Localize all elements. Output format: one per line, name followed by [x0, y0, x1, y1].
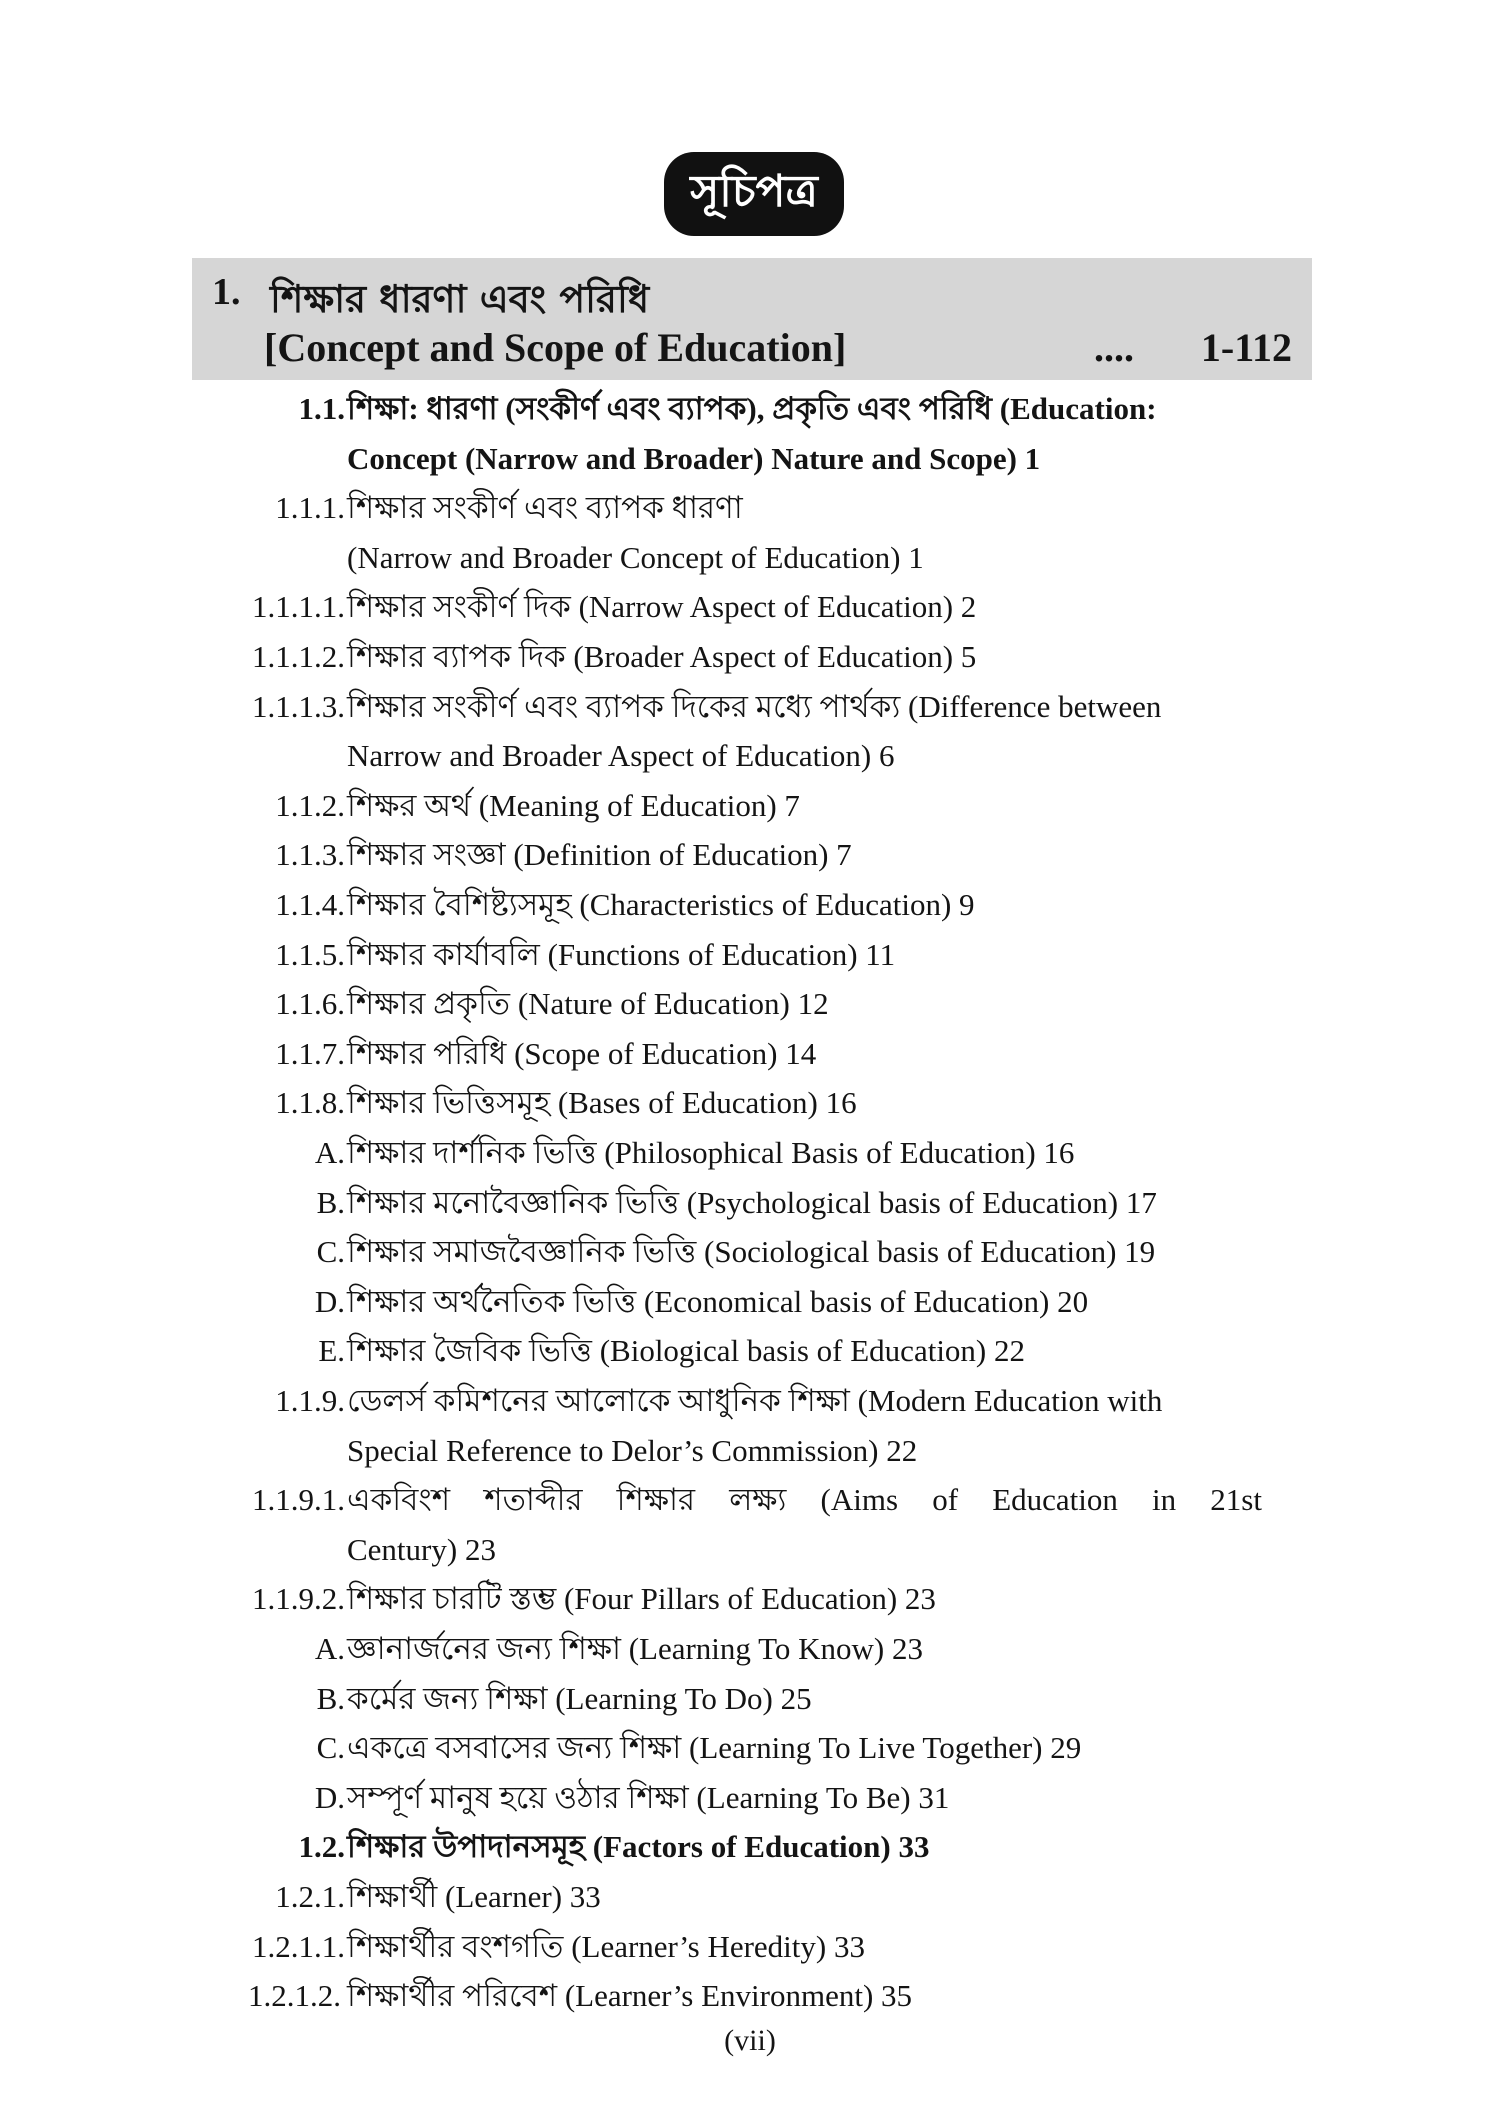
toc-entry-text: শিক্ষার দার্শনিক ভিত্তি (Philosophical Basis of Education) 16 [347, 1135, 1075, 1170]
toc-entry-text: সম্পূর্ণ মানুষ হয়ে ওঠার শিক্ষা (Learning To Be) 31 [347, 1779, 950, 1815]
toc-entry [0, 1626, 1500, 1672]
toc-entry-text: শিক্ষার ভিত্তিসমূহ (Bases of Education) 16 [347, 1085, 857, 1121]
toc-entry-text: শিক্ষার্থীর বংশগতি (Learner’s Heredity) 33 [347, 1928, 865, 1964]
toc-entry-number: 1.1.6. [275, 986, 345, 1022]
chapter-heading [192, 258, 1312, 380]
toc-entry-number: 1.1.2. [275, 787, 345, 823]
toc-entry [0, 386, 1500, 432]
toc-entry-number: 1.2.1.2. [248, 1978, 341, 2014]
toc-entry-text: শিক্ষর অর্থ (Meaning of Education) 7 [347, 787, 800, 823]
toc-entry-text: Century) 23 [347, 1531, 496, 1567]
toc-entry-number: 1.1.1.2. [252, 639, 345, 674]
toc-entry-text: Narrow and Broader Aspect of Education) 6 [347, 738, 895, 774]
toc-entry-number: 1.1.9.1. [252, 1482, 345, 1518]
toc-entry-text: (Narrow and Broader Concept of Education) 1 [347, 539, 924, 575]
toc-entry [0, 1924, 1500, 1970]
toc-entry [0, 436, 1500, 482]
toc-entry-text: শিক্ষার চারটি স্তম্ভ (Four Pillars of Education) 23 [347, 1581, 936, 1617]
toc-entry [0, 1328, 1500, 1374]
toc-entry-text: একত্রে বসবাসের জন্য শিক্ষা (Learning To Live Together) 29 [347, 1730, 1082, 1766]
toc-entry [0, 1130, 1500, 1176]
toc-entry [0, 1031, 1500, 1077]
toc-entry-text: শিক্ষার মনোবৈজ্ঞানিক ভিত্তি (Psychological basis of Education) 17 [347, 1184, 1157, 1220]
toc-entry-number: C. [316, 1730, 345, 1766]
toc-entry-number: A. [314, 1631, 345, 1666]
toc-entry-text: শিক্ষার সংজ্ঞা (Definition of Education) 7 [347, 837, 852, 873]
toc-entry-number: B. [316, 1680, 345, 1716]
toc-entry-text: শিক্ষার কার্যাবলি (Functions of Education) 11 [347, 936, 896, 972]
toc-entry-number: A. [314, 1135, 345, 1170]
toc-entry [0, 485, 1500, 531]
toc-entry-text: শিক্ষার বৈশিষ্ট্যসমূহ (Characteristics of Education) 9 [347, 887, 975, 922]
toc-entry-number: 1.1.5. [275, 936, 345, 972]
toc-entry-text: Concept (Narrow and Broader) Nature and Scope) 1 [347, 440, 1041, 476]
toc-entry-number: 1.1.9. [275, 1383, 345, 1418]
toc-entry-number: 1.2.1.1. [252, 1928, 345, 1964]
toc-entry-text: শিক্ষার জৈবিক ভিত্তি (Biological basis of Education) 22 [347, 1333, 1026, 1369]
toc-entry-number: D. [314, 1283, 345, 1319]
toc-entry [0, 535, 1500, 581]
toc-entry [0, 1725, 1500, 1771]
toc-entry-number: D. [314, 1779, 345, 1815]
toc-entry-number: 1.2.1. [275, 1879, 345, 1914]
toc-entry-number: 1.1.1. [275, 490, 345, 526]
chapter-number: 1. [212, 271, 241, 313]
toc-entry [0, 1378, 1500, 1424]
toc-entry [0, 1279, 1500, 1325]
toc-entry [0, 932, 1500, 978]
page-number: (vii) [724, 2024, 776, 2057]
toc-entry-text: শিক্ষার্থীর পরিবেশ (Learner’s Environment) 35 [347, 1978, 913, 2014]
toc-entry-text: শিক্ষার উপাদানসমূহ (Factors of Education) 33 [347, 1829, 930, 1865]
toc-entry [0, 1874, 1500, 1920]
toc-entry-number: 1.1.8. [275, 1085, 345, 1121]
toc-entry-text: জ্ঞানার্জনের জন্য শিক্ষা (Learning To Know) 23 [347, 1631, 923, 1666]
toc-entry-text: শিক্ষার সংকীর্ণ এবং ব্যাপক ধারণা [347, 490, 743, 526]
toc-entry-text: একবিংশ শতাব্দীর শিক্ষার লক্ষ্য (Aims of Education in 21st [347, 1482, 1262, 1518]
chapter-leader-dots: .... [1094, 325, 1134, 370]
toc-entry [0, 1180, 1500, 1226]
toc-entry-text: শিক্ষার সংকীর্ণ দিক (Narrow Aspect of Education) 2 [347, 589, 977, 625]
chapter-title-bn: শিক্ষার ধারণা এবং পরিধি [270, 277, 650, 321]
toc-entry-number: 1.1.7. [275, 1035, 345, 1071]
toc-entry [0, 832, 1500, 878]
toc-entry-text: শিক্ষার সমাজবৈজ্ঞানিক ভিত্তি (Sociological basis of Education) 19 [347, 1234, 1156, 1270]
toc-entry-number: 1.1. [298, 391, 345, 426]
toc-entry [0, 1477, 1500, 1523]
chapter-title-en: [Concept and Scope of Education] [264, 325, 847, 370]
toc-entry-text: ডেলর্স কমিশনের আলোকে আধুনিক শিক্ষা (Modern Education with [347, 1383, 1163, 1418]
toc-entry-number: 1.1.3. [275, 837, 345, 873]
toc-entry [0, 1080, 1500, 1126]
toc-entry [0, 634, 1500, 680]
toc-entry-text: শিক্ষার ব্যাপক দিক (Broader Aspect of Education) 5 [347, 639, 977, 674]
toc-entry [0, 1973, 1500, 2019]
toc-entry [0, 1824, 1500, 1870]
toc-entry-number: E. [318, 1333, 345, 1369]
toc-entry [0, 584, 1500, 630]
toc-entry [0, 684, 1500, 730]
toc-entry-text: শিক্ষার প্রকৃতি (Nature of Education) 12 [347, 986, 829, 1022]
toc-entry-number: 1.1.9.2. [252, 1581, 345, 1617]
chapter-page-range: 1-112 [1200, 325, 1292, 370]
toc-entry [0, 1676, 1500, 1722]
toc-entry-number: 1.1.4. [275, 887, 345, 922]
toc-entry [0, 1428, 1500, 1474]
toc-entry [0, 1576, 1500, 1622]
toc-entry-text: শিক্ষার অর্থনৈতিক ভিত্তি (Economical basis of Education) 20 [347, 1283, 1089, 1319]
toc-entry-text: শিক্ষার সংকীর্ণ এবং ব্যাপক দিকের মধ্যে পার্থক্য (Difference between [347, 688, 1162, 724]
toc-entry-text: Special Reference to Delor’s Commission) 22 [347, 1432, 918, 1468]
toc-entry-number: 1.2. [298, 1829, 345, 1865]
toc-entry [0, 882, 1500, 928]
toc-entry-text: শিক্ষা: ধারণা (সংকীর্ণ এবং ব্যাপক), প্রকৃতি এবং পরিধি (Education: [347, 391, 1157, 426]
toc-entry-text: শিক্ষার পরিধি (Scope of Education) 14 [347, 1035, 817, 1071]
toc-entry [0, 1229, 1500, 1275]
toc-entry [0, 1527, 1500, 1573]
toc-entry-number: 1.1.1.3. [252, 688, 345, 724]
toc-entry-number: C. [316, 1234, 345, 1270]
toc-entry [0, 733, 1500, 779]
toc-entry [0, 1775, 1500, 1821]
toc-entry [0, 981, 1500, 1027]
toc-entry [0, 783, 1500, 829]
toc-entry-number: B. [316, 1184, 345, 1220]
toc-entry-number: 1.1.1.1. [252, 589, 345, 625]
toc-entry-text: কর্মের জন্য শিক্ষা (Learning To Do) 25 [347, 1680, 812, 1716]
toc-entry-text: শিক্ষার্থী (Learner) 33 [347, 1879, 601, 1914]
page-title: সূচিপত্র [664, 152, 844, 236]
